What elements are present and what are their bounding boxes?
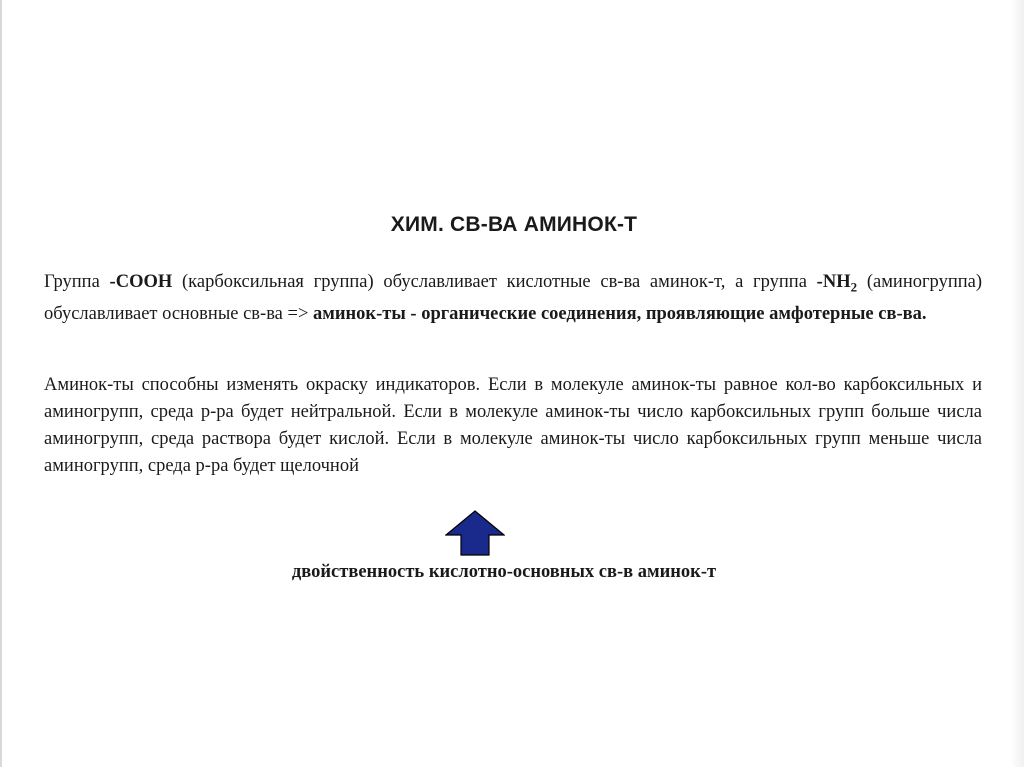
paragraph-indicators: Аминок-ты способны изменять окраску индикаторов. Если в молекуле аминок-ты равное кол-во карбоксильных и аминогрупп, среда р-ра будет нейтральной. Если в молекуле аминок-ты число карбоксильных групп больше числа аминогрупп, среда раствора будет кислой. Если в молекуле аминок-ты число карбоксильных групп меньше числа аминогрупп, среда р-ра будет щелочной <box>44 375 982 476</box>
slide-title: ХИМ. СВ-ВА АМИНОК-Т <box>390 213 638 236</box>
paragraph-functional-groups <box>44 269 982 328</box>
up-arrow-icon <box>445 510 505 556</box>
p1-text-3: (аминогруппа) обуславливает основные св-ва => <box>44 272 982 324</box>
nh2-group <box>816 272 858 295</box>
cooh-group: -COOH <box>109 272 173 292</box>
nh-label: -NH <box>816 272 851 292</box>
nh2-subscript: 2 <box>850 279 858 295</box>
p1-text-1: Группа <box>44 272 110 292</box>
amphoteric-statement: аминок-ты - органические соединения, проявляющие амфотерные св-ва. <box>313 303 927 324</box>
duality-caption: двойственность кислотно-основных св-в аминок-т <box>291 562 717 582</box>
p1-text-2: (карбоксильная группа) обуславливает кислотные св-ва аминок-т, а группа <box>172 272 817 292</box>
up-arrow-shape <box>446 511 504 555</box>
